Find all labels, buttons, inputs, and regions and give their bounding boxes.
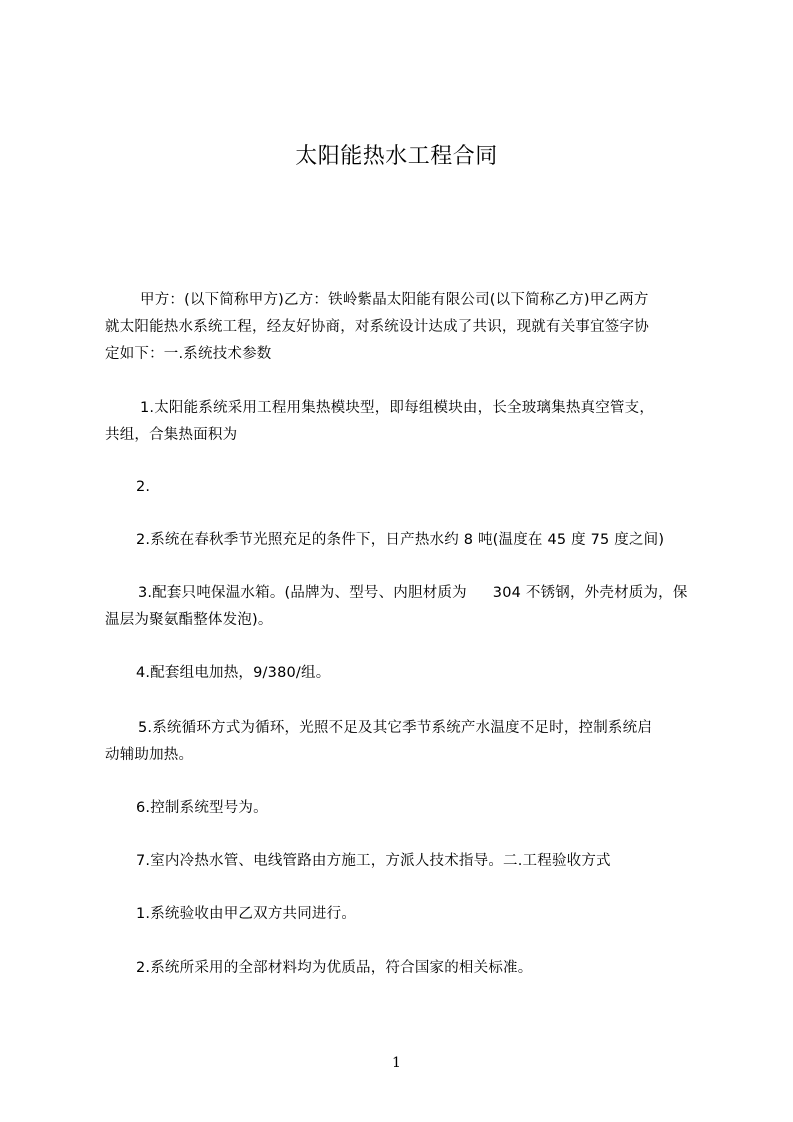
paragraph-acceptance-1 xyxy=(105,901,715,928)
paragraph-item-7 xyxy=(105,848,715,875)
paragraph-line: 6.控制系统型号为。 xyxy=(136,800,268,816)
paragraph-line: 7.室内冷热水管、电线管路由方施工，方派人技术指导。二.工程验收方式 xyxy=(136,853,611,869)
page-number: 1 xyxy=(392,1055,401,1071)
paragraph-line: 3.配套只吨保温水箱。(品牌为、型号、内胆材质为 xyxy=(138,585,467,601)
paragraph-line: 304 不锈钢，外壳材质为，保 xyxy=(492,585,688,601)
paragraph-item-3 xyxy=(105,580,715,634)
paragraph-item-2-blank xyxy=(105,474,715,501)
paragraph-preamble xyxy=(105,287,715,368)
paragraph-item-5 xyxy=(105,715,715,769)
paragraph-item-2 xyxy=(105,527,715,554)
paragraph-line: 2. xyxy=(136,479,151,495)
paragraph-line: 定如下：一.系统技术参数 xyxy=(105,346,272,362)
paragraph-line: 动辅助加热。 xyxy=(105,747,194,763)
paragraph-item-4 xyxy=(105,660,715,687)
paragraph-line: 就太阳能热水系统工程，经友好协商，对系统设计达成了共识，现就有关事宜签字协 xyxy=(105,319,649,335)
paragraph-line: 共组，合集热面积为 xyxy=(105,427,238,443)
document-title: 太阳能热水工程合同 xyxy=(295,144,498,169)
paragraph-line: 1.太阳能系统采用工程用集热模块型，即每组模块由，长全玻璃集热真空管支， xyxy=(140,400,655,416)
paragraph-line: 5.系统循环方式为循环，光照不足及其它季节系统产水温度不足时，控制系统启 xyxy=(138,720,653,736)
paragraph-line: 甲方：(以下简称甲方)乙方：铁岭紫晶太阳能有限公司(以下简称乙方)甲乙两方 xyxy=(140,292,649,308)
paragraph-item-6 xyxy=(105,795,715,822)
paragraph-item-1 xyxy=(105,395,715,449)
paragraph-line: 2.系统所采用的全部材料均为优质品，符合国家的相关标准。 xyxy=(136,960,533,976)
paragraph-line: 1.系统验收由甲乙双方共同进行。 xyxy=(136,906,357,922)
paragraph-line: 2.系统在春秋季节光照充足的条件下，日产热水约 8 吨(温度在 45 度 75 度之间) xyxy=(136,532,665,548)
paragraph-line: 温层为聚氨酯整体发泡)。 xyxy=(105,612,273,628)
paragraph-line: 4.配套组电加热，9/380/组。 xyxy=(136,665,331,681)
paragraph-acceptance-2 xyxy=(105,955,715,982)
